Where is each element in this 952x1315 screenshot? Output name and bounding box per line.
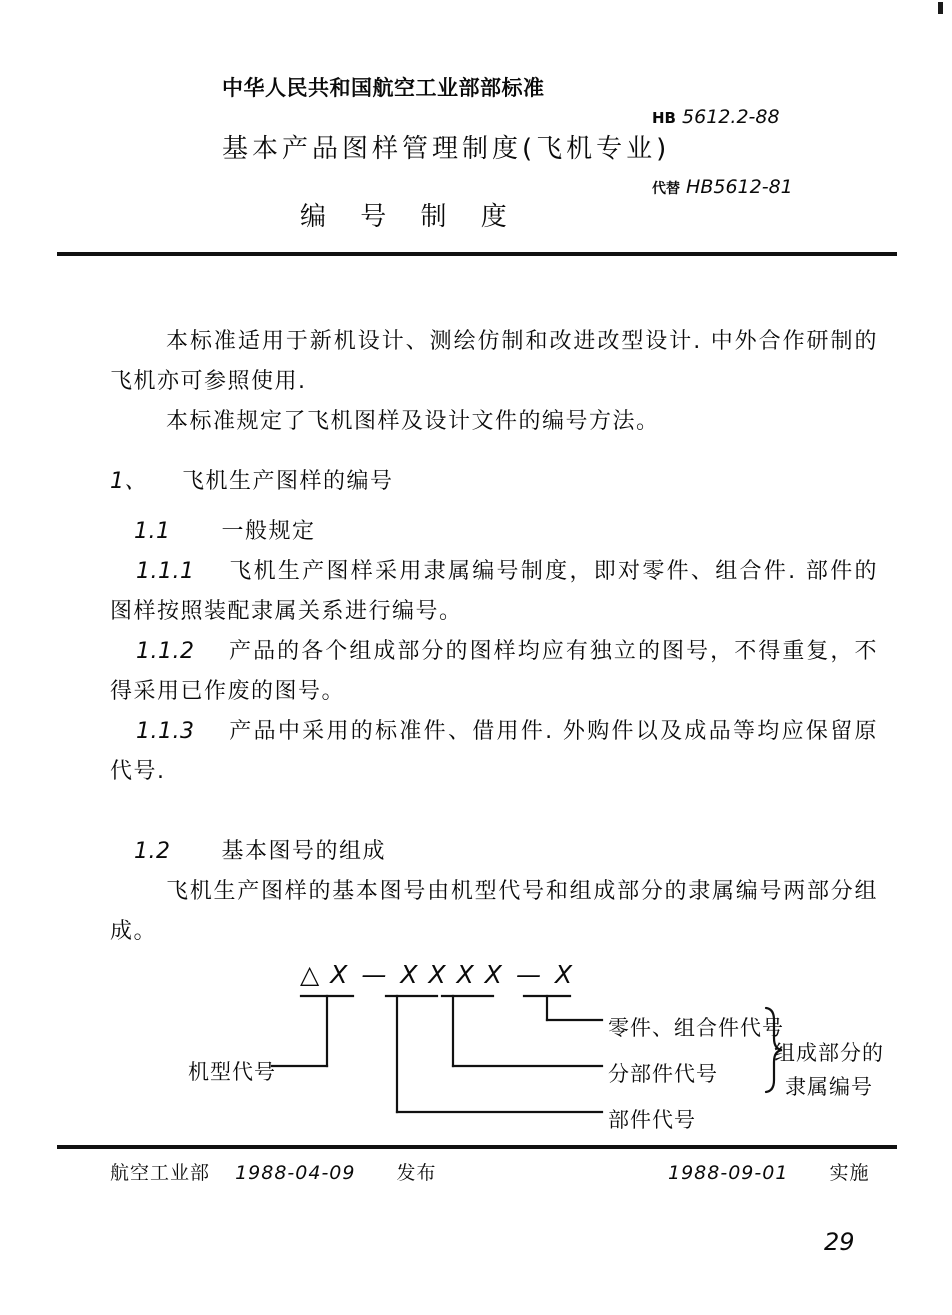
code-x-1: X	[330, 960, 348, 989]
footer-issue-date: 1988-04-09	[235, 1162, 356, 1184]
clause-1-1-1-text: 飞机生产图样采用隶属编号制度，即对零件、组合件. 部件的图样按照装配隶属关系进行编号。	[110, 559, 878, 624]
label-subordinate-numbering	[774, 1036, 884, 1104]
code-dash-1: —	[361, 960, 387, 989]
label-model-code: 机型代号	[188, 1060, 276, 1084]
clause-1-1-title: 一般规定	[221, 519, 316, 544]
clause-1-2-title: 基本图号的组成	[221, 839, 387, 864]
label-group-line-1: 组成部分的	[774, 1041, 884, 1065]
clause-1-1-heading	[134, 512, 316, 552]
clause-1-2-paragraph: 飞机生产图样的基本图号由机型代号和组成部分的隶属编号两部分组成。	[110, 879, 878, 944]
clause-1-1-number: 1.1	[134, 519, 171, 544]
clause-1-number: 1、	[110, 469, 147, 494]
clause-1-2-number: 1.2	[134, 839, 171, 864]
clause-1-1-2-block	[110, 632, 878, 712]
clause-1-2-heading	[134, 832, 386, 872]
clause-1-1-3-number: 1.1.3	[136, 719, 195, 744]
label-subassembly-code: 分部件代号	[608, 1062, 718, 1086]
footer-issue-action: 发布	[396, 1162, 437, 1184]
code-dash-2: —	[515, 960, 541, 989]
footer-issuer: 航空工业部	[110, 1162, 211, 1184]
code-x-3: X	[428, 960, 446, 989]
clause-1-1-2-number: 1.1.2	[136, 639, 195, 664]
scope-paragraph-2: 本标准规定了飞机图样及设计文件的编号方法。	[166, 409, 660, 434]
standard-number-value: 5612.2-88	[682, 106, 780, 128]
replaces-value: HB5612-81	[686, 176, 793, 198]
label-part-assembly-code: 零件、组合件代号	[608, 1016, 784, 1040]
clause-1-title: 飞机生产图样的编号	[182, 469, 394, 494]
footer-effective-action: 实施	[829, 1162, 870, 1184]
code-x-2: X	[400, 960, 418, 989]
scan-artifact	[938, 2, 943, 14]
document-title: 基本产品图样管理制度(飞机专业)	[222, 134, 671, 164]
document-subtitle: 编 号 制 度	[300, 202, 520, 232]
standard-number-prefix: HB	[652, 109, 676, 127]
header-divider-rule	[57, 252, 897, 256]
footer-divider-rule	[57, 1145, 897, 1149]
footer-effective-date: 1988-09-01	[668, 1162, 789, 1184]
label-component-code: 部件代号	[608, 1108, 696, 1132]
code-x-5: X	[484, 960, 502, 989]
ministry-heading: 中华人民共和国航空工业部部标准	[222, 76, 545, 100]
replaces-label: 代替	[652, 181, 680, 197]
page-number: 29	[824, 1228, 855, 1256]
code-x-4: X	[456, 960, 474, 989]
numbering-scheme-diagram	[170, 958, 890, 1132]
clause-1-1-3-block	[110, 712, 878, 792]
standard-number	[652, 106, 780, 128]
scope-paragraph-1: 本标准适用于新机设计、测绘仿制和改进改型设计. 中外合作研制的飞机亦可参照使用.	[110, 329, 878, 394]
footer-issue-info	[110, 1158, 437, 1185]
clause-1-1-1-block	[110, 552, 878, 632]
code-triangle: △	[300, 960, 320, 989]
label-group-line-2: 隶属编号	[785, 1075, 873, 1099]
code-x-6: X	[554, 960, 573, 989]
clause-1-1-1-number: 1.1.1	[136, 559, 195, 584]
clause-1-heading	[110, 462, 394, 502]
clause-1-1-3-text: 产品中采用的标准件、借用件. 外购件以及成品等均应保留原代号.	[110, 719, 878, 784]
footer-effective-info	[668, 1158, 869, 1185]
standard-replaces	[652, 176, 793, 198]
clause-1-1-2-text: 产品的各个组成部分的图样均应有独立的图号，不得重复，不得采用已作废的图号。	[110, 639, 878, 704]
